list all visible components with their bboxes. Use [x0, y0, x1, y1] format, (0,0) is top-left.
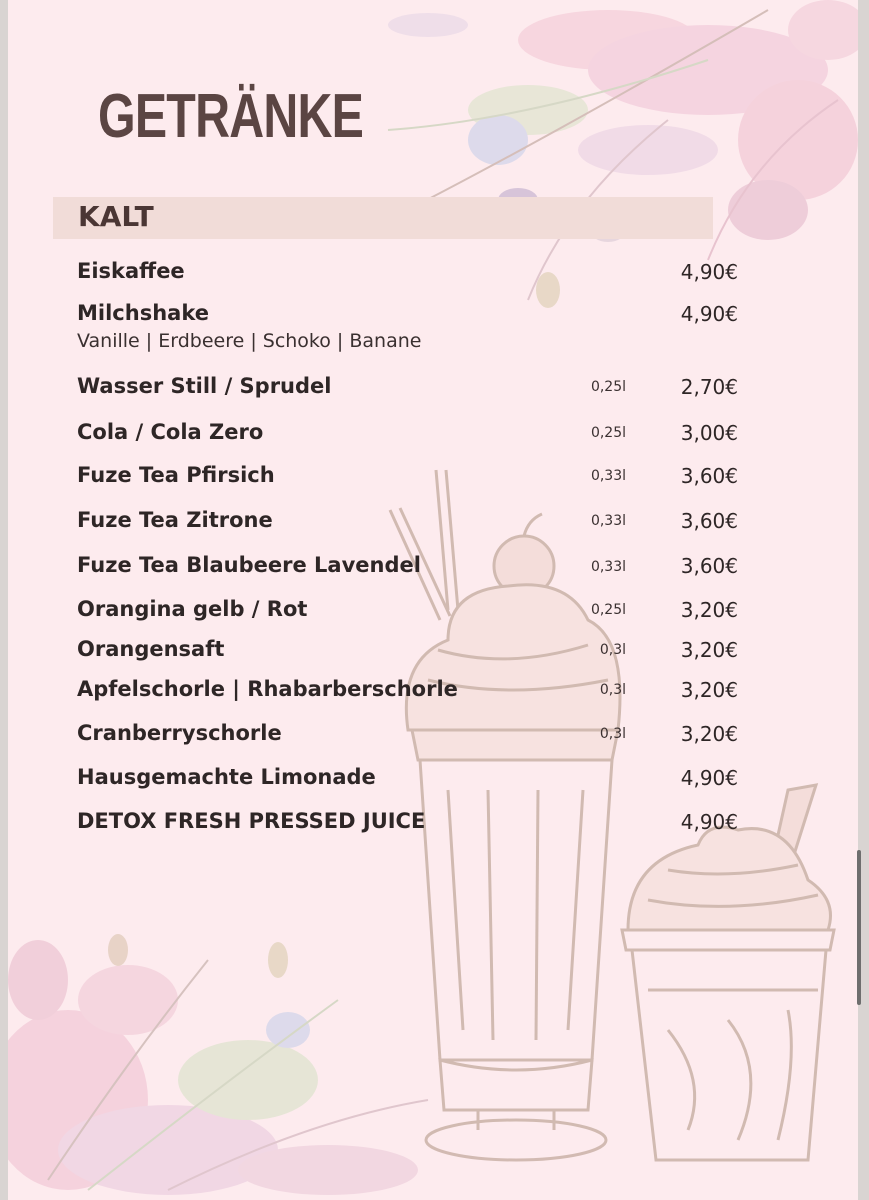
section-title: KALT	[78, 200, 154, 233]
menu-item-size: 0,33l	[590, 468, 626, 484]
menu-item-size: 0,33l	[590, 559, 626, 575]
menu-item-name: Cola / Cola Zero	[77, 420, 264, 444]
menu-item-name: Fuze Tea Blaubeere Lavendel	[77, 553, 421, 577]
menu-item-price: 2,70€	[680, 375, 738, 399]
menu-item-size: 0,3l	[599, 726, 626, 742]
menu-item-size: 0,25l	[590, 379, 626, 395]
menu-item-price: 3,00€	[680, 421, 738, 445]
frappe-cup-sketch-icon	[622, 785, 834, 1160]
menu-item-size: 0,33l	[590, 513, 626, 529]
menu-item-name: Eiskaffee	[77, 259, 185, 283]
menu-item-description: Vanille | Erdbeere | Schoko | Banane	[77, 330, 422, 352]
menu-item-size: 0,3l	[599, 682, 626, 698]
menu-item-name: Orangensaft	[77, 637, 225, 661]
menu-item-price: 3,60€	[680, 509, 738, 533]
menu-item-price: 4,90€	[680, 810, 738, 834]
menu-item-name: Hausgemachte Limonade	[77, 765, 376, 789]
menu-page	[8, 0, 858, 1200]
menu-item-price: 4,90€	[680, 302, 738, 326]
menu-item-size: 0,25l	[590, 425, 626, 441]
menu-item-price: 3,20€	[680, 678, 738, 702]
menu-item-price: 4,90€	[680, 260, 738, 284]
menu-item-name: Wasser Still / Sprudel	[77, 374, 332, 398]
menu-item-name: DETOX FRESH PRESSED JUICE	[77, 809, 426, 833]
menu-item-name: Cranberryschorle	[77, 721, 282, 745]
page-title: GETRÄNKE	[98, 82, 364, 151]
watercolor-flowers-bottom-left-icon	[8, 934, 428, 1195]
menu-item-price: 3,60€	[680, 464, 738, 488]
menu-item-name: Orangina gelb / Rot	[77, 597, 308, 621]
menu-item-name: Apfelschorle | Rhabarberschorle	[77, 677, 458, 701]
menu-item-price: 3,60€	[680, 554, 738, 578]
menu-item-price: 3,20€	[680, 598, 738, 622]
menu-item-price: 3,20€	[680, 722, 738, 746]
watercolor-flowers-top-right-icon	[368, 0, 858, 308]
menu-item-name: Fuze Tea Zitrone	[77, 508, 273, 532]
menu-item-price: 4,90€	[680, 766, 738, 790]
menu-item-price: 3,20€	[680, 638, 738, 662]
menu-item-size: 0,3l	[599, 642, 626, 658]
menu-item-name: Milchshake	[77, 301, 209, 325]
menu-item-size: 0,25l	[590, 602, 626, 618]
menu-item-name: Fuze Tea Pfirsich	[77, 463, 275, 487]
vertical-scrollbar[interactable]	[857, 850, 861, 1005]
